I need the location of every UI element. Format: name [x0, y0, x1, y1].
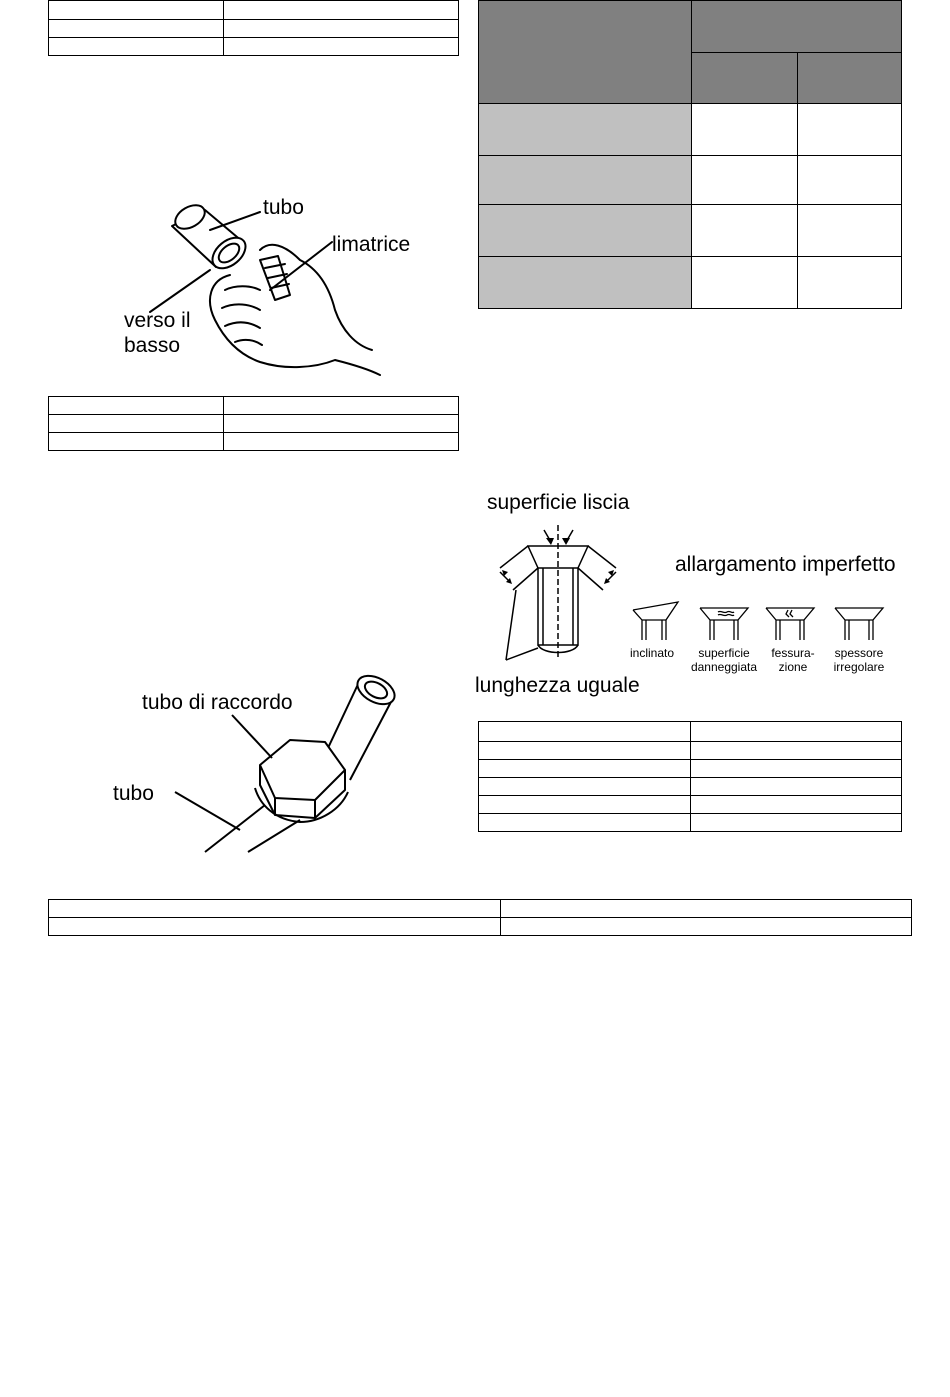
label-tubo-top: tubo	[263, 196, 304, 219]
label-verso-il: verso il	[124, 309, 191, 332]
table-row	[49, 918, 912, 936]
table-middle-left	[48, 396, 459, 451]
flare-illustration	[478, 520, 628, 670]
defect-label-inclinato	[622, 646, 682, 660]
table-row	[49, 38, 459, 56]
label-superficie-liscia: superficie liscia	[487, 491, 630, 514]
defect-label-superficie-danneggiata	[684, 646, 764, 674]
defect-label-line2: danneggiata	[690, 660, 758, 674]
table-row	[49, 900, 912, 918]
table-row	[479, 722, 902, 742]
defect-label-fessurazione	[763, 646, 823, 674]
table-row	[479, 104, 902, 156]
defect-label-line1: superficie	[698, 646, 750, 660]
defect-label-line1: inclinato	[629, 646, 675, 660]
table-row	[49, 415, 459, 433]
table-row	[479, 814, 902, 832]
table-top-left	[48, 0, 459, 56]
defect-label-line1: fessura-	[771, 646, 815, 660]
table-row	[479, 257, 902, 309]
label-allargamento-imperfetto: allargamento imperfetto	[675, 553, 896, 576]
table-row	[49, 433, 459, 451]
label-tubo-bottom: tubo	[113, 782, 154, 805]
table-bottom	[48, 899, 912, 936]
table-row	[49, 20, 459, 38]
defect-label-line2: irregolare	[833, 660, 885, 674]
table-row	[479, 778, 902, 796]
table-row	[479, 156, 902, 205]
label-limatrice: limatrice	[332, 233, 411, 256]
label-lunghezza-uguale: lunghezza uguale	[475, 674, 640, 697]
label-basso: basso	[124, 334, 181, 357]
label-tubo-di-raccordo: tubo di raccordo	[142, 691, 293, 714]
deburring-illustration	[110, 190, 390, 390]
defect-label-line2: zione	[778, 660, 808, 674]
defect-icons	[628, 600, 888, 642]
table-row	[49, 1, 459, 20]
table-right	[478, 721, 902, 832]
defect-label-spessore-irregolare	[826, 646, 892, 674]
table-row	[479, 205, 902, 257]
flare-table	[478, 0, 902, 309]
table-row	[479, 1, 902, 53]
table-row	[479, 796, 902, 814]
defect-label-line1: spessore	[834, 646, 884, 660]
table-row	[479, 760, 902, 778]
table-row	[49, 397, 459, 415]
table-row	[479, 742, 902, 760]
